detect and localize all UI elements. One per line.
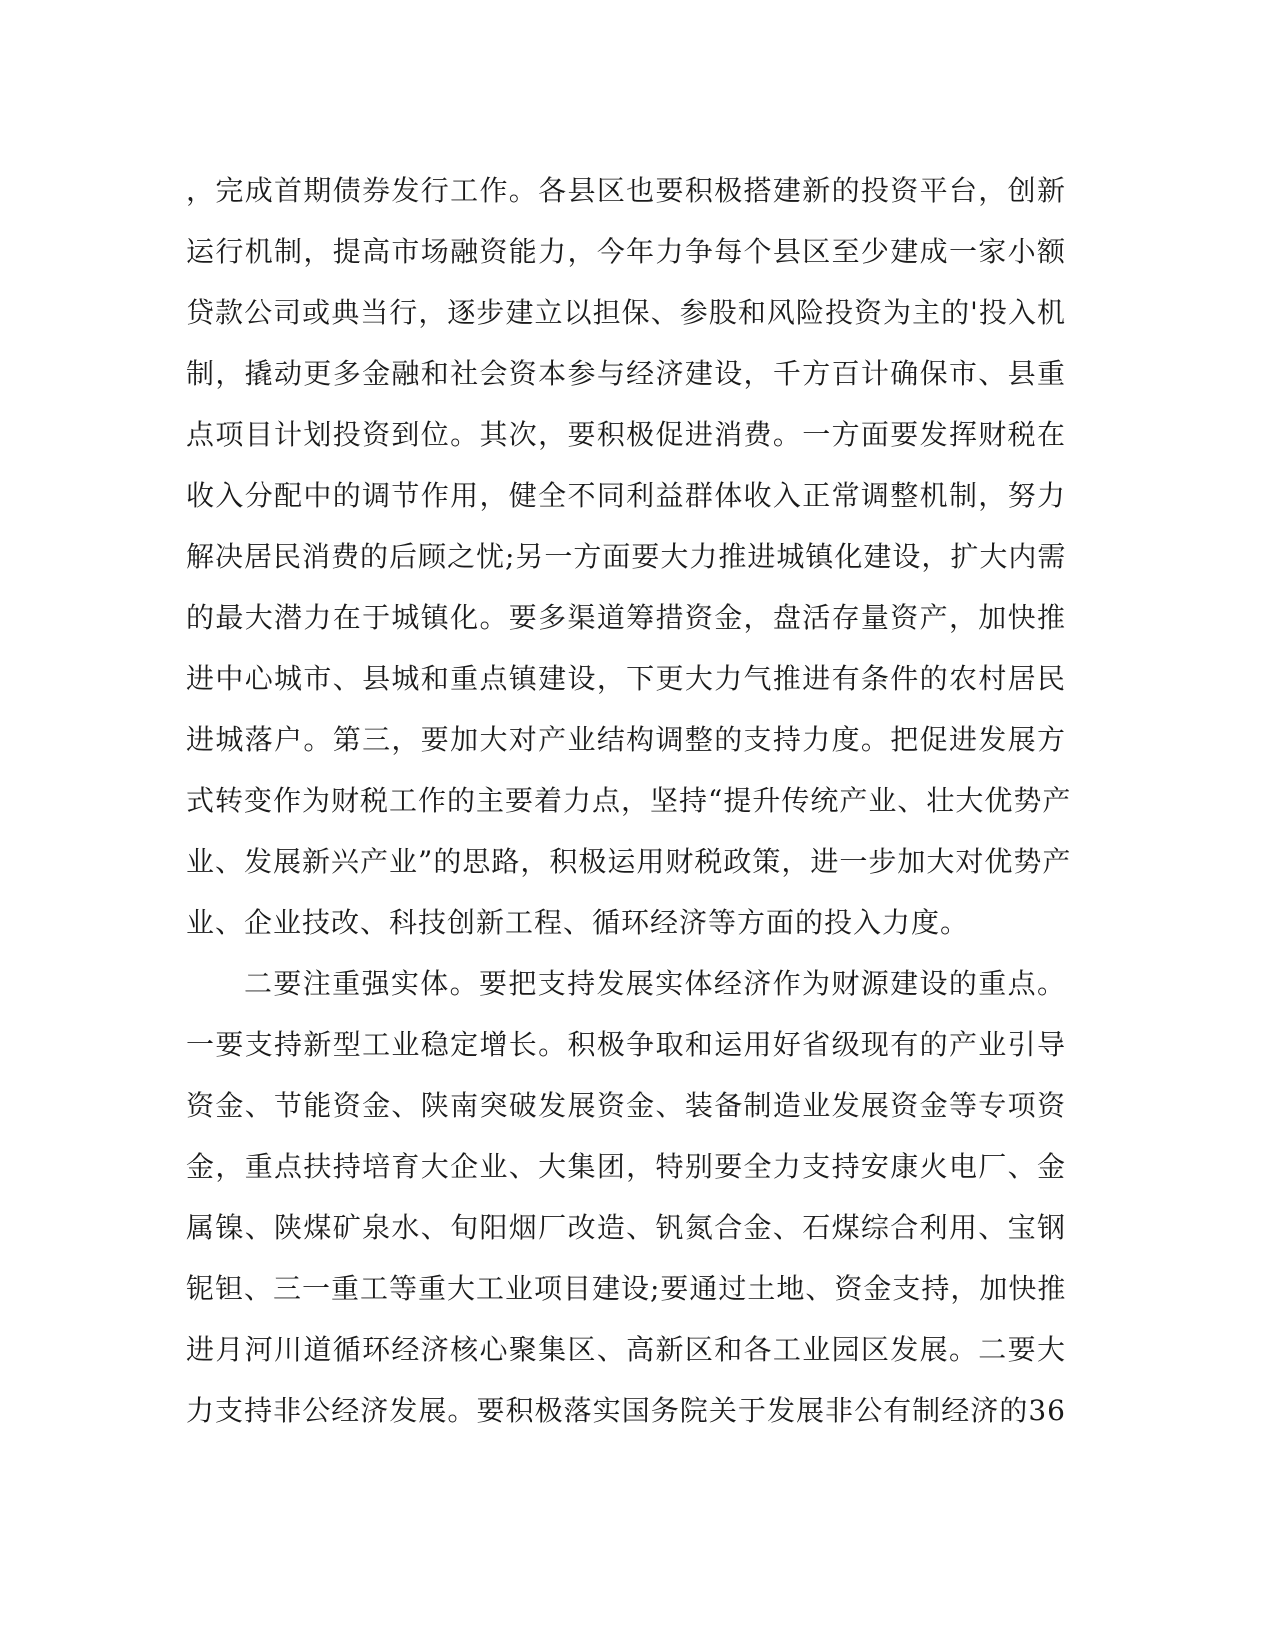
text-line: 进月河川道循环经济核心聚集区、高新区和各工业园区发展。二要大 [186,1333,1066,1366]
text-line: 铌钽、三一重工等重大工业项目建设;要通过土地、资金支持，加快推 [186,1272,1067,1305]
text-line: 式转变作为财税工作的主要着力点，坚持“提升传统产业、壮大优势产 [186,784,1072,817]
text-line: 运行机制，提高市场融资能力，今年力争每个县区至少建成一家小额 [186,235,1066,268]
text-line: 一要支持新型工业稳定增长。积极争取和运用好省级现有的产业引导 [186,1028,1066,1061]
text-line: 金，重点扶持培育大企业、大集团，特别要全力支持安康火电厂、金 [186,1150,1066,1183]
text-line: 收入分配中的调节作用，健全不同利益群体收入正常调整机制，努力 [186,479,1066,512]
text-line: 贷款公司或典当行，逐步建立以担保、参股和风险投资为主的'投入机 [186,296,1066,329]
body-text [186,160,1072,1441]
paragraph-start-line: 二要注重强实体。要把支持发展实体经济作为财源建设的重点。 [244,967,1066,1000]
text-line: 业、发展新兴产业”的思路，积极运用财税政策，进一步加大对优势产 [186,845,1072,878]
text-line: 力支持非公经济发展。要积极落实国务院关于发展非公有制经济的36 [186,1394,1066,1427]
text-line: 属镍、陕煤矿泉水、旬阳烟厂改造、钒氮合金、石煤综合利用、宝钢 [186,1211,1066,1244]
paragraph-end-line: 业、企业技改、科技创新工程、循环经济等方面的投入力度。 [186,906,970,939]
text-line: 点项目计划投资到位。其次，要积极促进消费。一方面要发挥财税在 [186,418,1066,451]
text-line: 进中心城市、县城和重点镇建设，下更大力气推进有条件的农村居民 [186,662,1066,695]
text-line: 资金、节能资金、陕南突破发展资金、装备制造业发展资金等专项资 [186,1089,1066,1122]
text-line: ，完成首期债券发行工作。各县区也要积极搭建新的投资平台，创新 [186,174,1066,207]
text-line: 进城落户。第三，要加大对产业结构调整的支持力度。把促进发展方 [186,723,1066,756]
text-line: 解决居民消费的后顾之忧;另一方面要大力推进城镇化建设，扩大内需 [186,540,1067,573]
text-line: 的最大潜力在于城镇化。要多渠道筹措资金，盘活存量资产，加快推 [186,601,1066,634]
text-line: 制，撬动更多金融和社会资本参与经济建设，千方百计确保市、县重 [186,357,1066,390]
